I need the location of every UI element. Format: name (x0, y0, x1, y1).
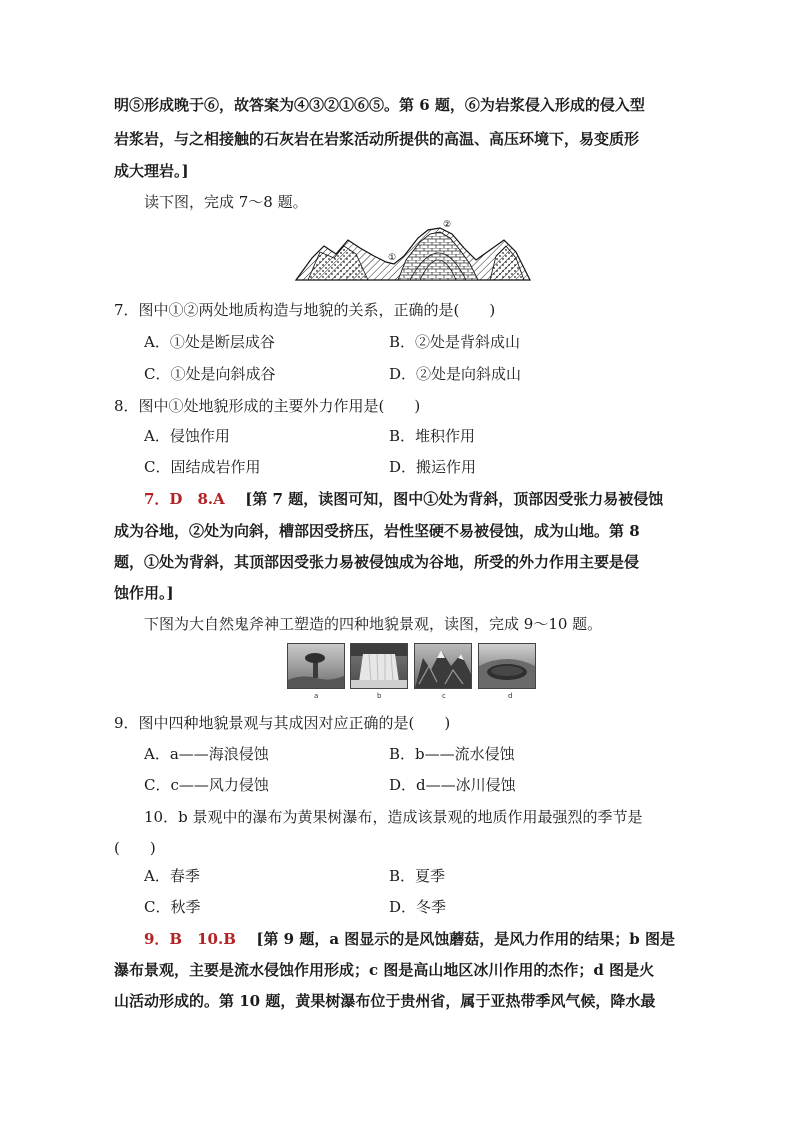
photo-label-c: c (442, 692, 446, 700)
q8-option-d: D．搬运作用 (389, 458, 477, 476)
photo-c-glacial-peaks (414, 643, 472, 689)
answer-7-8-line2: 成为谷地，②处为向斜，槽部因受挤压，岩性坚硬不易被侵蚀，成为山地。第 8 (114, 522, 640, 540)
prev-explanation-line3: 成大理岩。] (114, 162, 189, 180)
q9-option-a: A．a——海浪侵蚀 (144, 745, 269, 763)
q7-option-b: B．②处是背斜成山 (389, 333, 521, 351)
q8-option-c: C．固结成岩作用 (144, 458, 261, 476)
photo-label-a: a (314, 692, 319, 700)
answer-9-10-key: 9．B 10.B (144, 930, 236, 948)
q7-option-a: A．①处是断层成谷 (144, 333, 275, 351)
photo-a-mushroom-rock (287, 643, 345, 689)
q10-option-c: C．秋季 (144, 898, 201, 916)
answer-7-8-line1: [第 7 题，读图可知，图中①处为背斜，顶部因受张力易被侵蚀 (245, 490, 664, 508)
answer-7-8 (144, 489, 663, 509)
answer-9-10-line2: 瀑布景观，主要是流水侵蚀作用形成；c 图是高山地区冰川作用的杰作；d 图是火 (114, 961, 655, 979)
prev-explanation-line2: 岩浆岩，与之相接触的石灰岩在岩浆活动所提供的高温、高压环境下，易变质形 (114, 130, 640, 148)
prev-explanation-line1: 明⑤形成晚于⑥，故答案为④③②①⑥⑤。第 6 题，⑥为岩浆侵入形成的侵入型 (114, 96, 645, 114)
answer-7-8-key: 7．D 8.A (144, 490, 225, 508)
q7-option-c: C．①处是向斜成谷 (144, 365, 276, 383)
q9-option-c: C．c——风力侵蚀 (144, 776, 269, 794)
photo-d-volcanic-lake (478, 643, 536, 689)
figure-label-1: ① (388, 253, 397, 263)
answer-9-10 (144, 929, 675, 949)
geologic-cross-section-figure (294, 218, 534, 282)
q8-option-b: B．堆积作用 (389, 427, 476, 445)
q10-option-d: D．冬季 (389, 898, 447, 916)
q10-option-a: A．春季 (144, 867, 200, 885)
answer-9-10-line1: [第 9 题，a 图显示的是风蚀蘑菇，是风力作用的结果；b 图是 (256, 930, 675, 948)
q8-option-a: A．侵蚀作用 (144, 427, 230, 445)
question-9-stem: 9．图中四种地貌景观与其成因对应正确的是( ) (114, 714, 451, 732)
answer-7-8-line3: 题，①处为背斜，其顶部因受张力易被侵蚀成为谷地，所受的外力作用主要是侵 (114, 553, 640, 571)
question-7-stem: 7．图中①②两处地质构造与地貌的关系，正确的是( ) (114, 301, 496, 319)
photo-label-b: b (377, 692, 382, 700)
figure-label-2: ② (443, 220, 452, 230)
question-10-stem-line2: ( ) (114, 839, 156, 857)
photo-label-d: d (508, 692, 513, 700)
photo-b-waterfall (350, 643, 408, 689)
answer-7-8-line4: 蚀作用。] (114, 584, 174, 602)
intro-7-8: 读下图，完成 7～8 题。 (144, 193, 308, 211)
q9-option-b: B．b——流水侵蚀 (389, 745, 515, 763)
q10-option-b: B．夏季 (389, 867, 446, 885)
question-10-stem-line1: 10．b 景观中的瀑布为黄果树瀑布，造成该景观的地质作用最强烈的季节是 (144, 808, 643, 826)
question-8-stem: 8．图中①处地貌形成的主要外力作用是( ) (114, 397, 421, 415)
q9-option-d: D．d——冰川侵蚀 (389, 776, 516, 794)
answer-9-10-line3: 山活动形成的。第 10 题，黄果树瀑布位于贵州省，属于亚热带季风气候，降水最 (114, 992, 656, 1010)
q7-option-d: D．②处是向斜成山 (389, 365, 522, 383)
intro-9-10: 下图为大自然鬼斧神工塑造的四种地貌景观，读图，完成 9～10 题。 (144, 615, 603, 633)
